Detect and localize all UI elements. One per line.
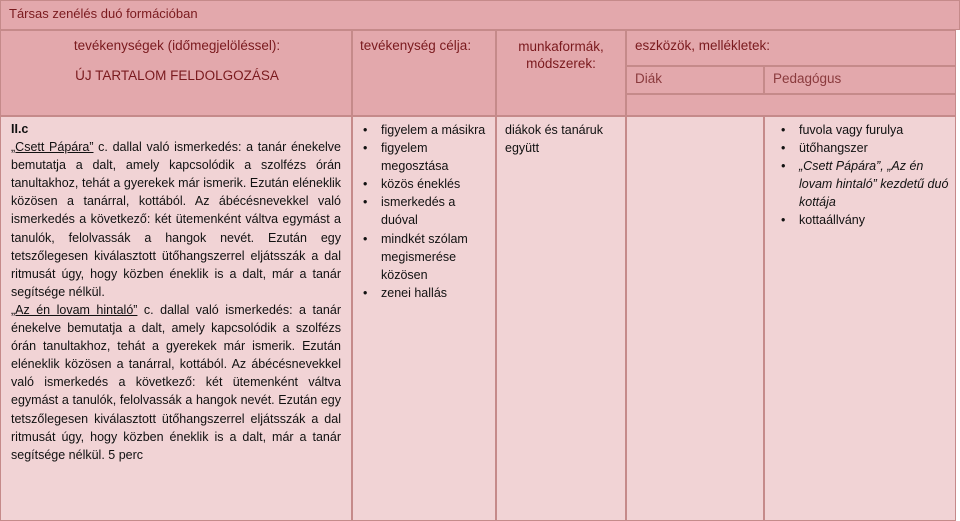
activity-text-2: c. dallal való ismerkedés: a tanár énekelve bemutatja a dalt, amely kapcsolódik a szolfézs órán tanultakhoz, tehát a gyerekek már ismerik. Ezután eléneklik közösen a tanárral, kottából. Az ábécésnevekkel való ismerkedés a következő: két ütemenként váltva egymást a tanulók, felolvassák a hangok nevét. Ezután egy tetszőlegesen kiválasztott ütőhangszerrel eljátsszák a dal ritmusát úgy, hogy közben éneklik is a dalt, már a tanár segítsége nélkül. 5 perc [11,302,341,462]
goal-list [359,121,489,302]
header-goal [352,30,496,116]
header-tools [626,30,956,66]
goal-item: • zenei hallás [381,284,489,302]
header-activities [0,30,352,116]
header-activities-label: tevékenységek (időmegjelöléssel): [73,38,281,53]
tool-item: • fuvola vagy furulya [799,121,949,139]
goal-item: • ismerkedés a duóval [381,193,489,229]
header-tools-spacer [626,94,956,116]
song-title-2: „Az én lovam hintaló” [11,302,138,317]
section-label: II.c [11,122,29,136]
activity-text-1: c. dallal való ismerkedés: a tanár énekelve bemutatja a dalt, amely kapcsolódik a szolfézs órán tanultakhoz, tehát a gyerekek már ismerik. Ezután eléneklik közösen a tanárral, kottából. Az ábécésnevekkel való ismerkedés a következő: két ütemenként váltva egymást a tanulók, felolvassák a hangok nevét. Ezután egy tetszőlegesen kiválasztott ütőhangszerrel eljátsszák a dal ritmusát úgy, hogy közben éneklik is a dalt, már a tanár segítsége nélkül. [11,140,342,299]
header-new-content: ÚJ TARTALOM FELDOLGOZÁSA [75,68,279,83]
goal-item: • figyelem a másikra [381,121,489,139]
tool-item: • ütőhangszer [799,139,949,157]
header-teacher [764,66,956,94]
methods-text: diákok és tanáruk együtt [505,123,603,156]
song-title-1: „Csett Pápára” [11,140,94,155]
tool-item: • „Csett Pápára”, „Az én lovam hintaló” kezdetű duó kottája [799,157,949,211]
activity-paragraph-2 [11,301,341,464]
goal-cell [352,116,496,521]
goal-item: • figyelem megosztása [381,139,489,175]
methods-cell [496,116,626,521]
activity-cell [0,116,352,521]
tool-item: • kottaállvány [799,211,949,229]
teacher-tools-list [769,121,949,230]
goal-item: • mindkét szólam megismerése közösen [381,230,489,284]
header-student [626,66,764,94]
teacher-tools-cell [764,116,956,521]
header-teacher-label: Pedagógus [773,71,842,86]
header-methods-label: munkaformák, módszerek: [518,39,604,71]
goal-item: • közös éneklés [381,175,489,193]
student-tools-cell [626,116,764,521]
header-tools-label: eszközök, mellékletek: [635,38,771,53]
table-title: Társas zenélés duó formációban [0,0,960,30]
header-goal-label: tevékenység célja: [360,38,472,53]
activity-paragraph-1 [11,138,341,301]
header-methods [496,30,626,116]
header-student-label: Diák [635,71,663,86]
